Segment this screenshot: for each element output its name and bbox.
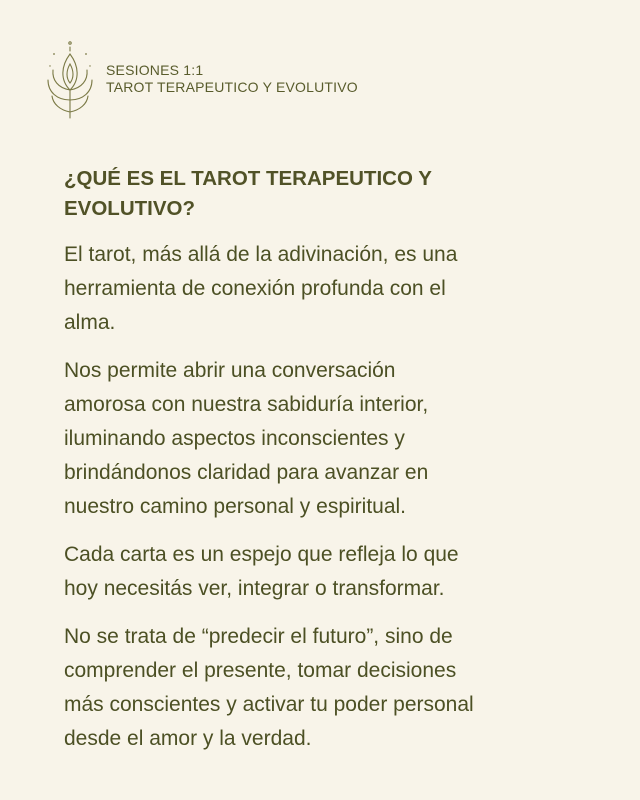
paragraph-2 [64, 354, 594, 524]
brand-line-1: SESIONES 1:1 [106, 62, 204, 78]
paragraph-line: hoy necesitás ver, integrar o transformar. [64, 577, 445, 600]
header [44, 40, 358, 122]
paragraph-line: nuestro camino personal y espiritual. [64, 495, 407, 518]
paragraph-line: Cada carta es un espejo que refleja lo que [64, 543, 459, 566]
paragraph-line: No se trata de “predecir el futuro”, sino de [64, 625, 453, 648]
paragraph-line: brindándonos claridad para avanzar en [64, 461, 429, 484]
paragraph-line: alma. [64, 311, 116, 334]
paragraph-line: amorosa con nuestra sabiduría interior, [64, 393, 429, 416]
paragraph-line: más conscientes y activar tu poder personal [64, 693, 474, 716]
brand-line-2: TAROT TERAPEUTICO Y EVOLUTIVO [106, 79, 358, 95]
paragraph-3 [64, 538, 594, 606]
paragraph-1 [64, 238, 594, 340]
paragraph-line: herramienta de conexión profunda con el [64, 277, 446, 300]
paragraph-4 [64, 620, 594, 756]
paragraph-line: El tarot, más allá de la adivinación, es una [64, 243, 458, 266]
heading-line-2: EVOLUTIVO? [64, 197, 195, 220]
paragraph-line: comprender el presente, tomar decisiones [64, 659, 457, 682]
section-heading [64, 164, 594, 224]
paragraph-line: Nos permite abrir una conversación [64, 359, 396, 382]
lotus-flame-icon [44, 40, 96, 122]
paragraph-line: iluminando aspectos inconscientes y [64, 427, 405, 450]
paragraph-line: desde el amor y la verdad. [64, 727, 312, 750]
brand-title [106, 62, 358, 96]
main-content [64, 164, 594, 770]
heading-line-1: ¿QUÉ ES EL TAROT TERAPEUTICO Y [64, 167, 432, 190]
